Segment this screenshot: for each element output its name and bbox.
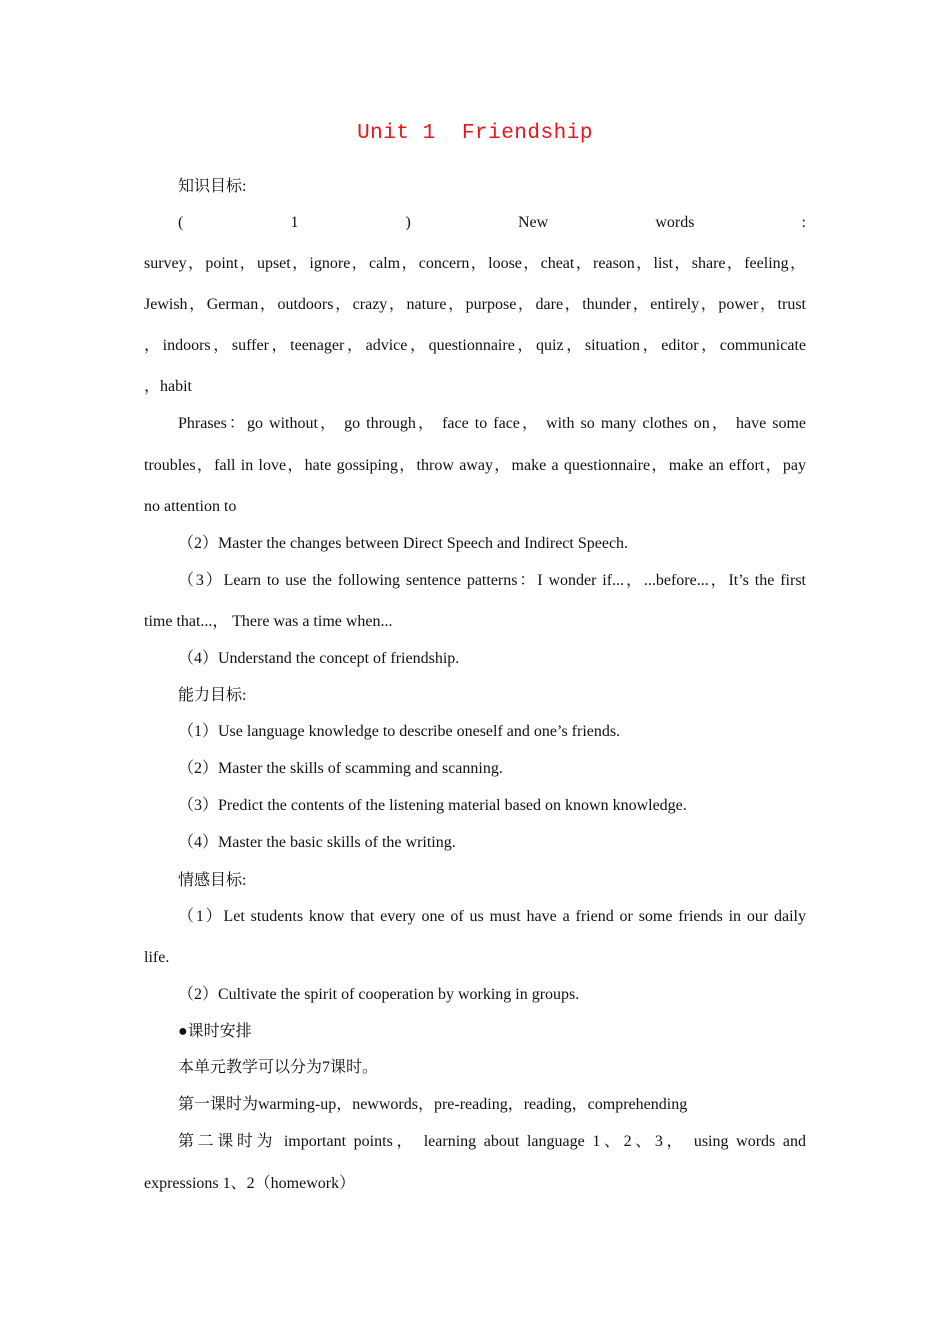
- new-words-label-part: :: [801, 214, 806, 231]
- lesson-item: 第一课时为warming-up，newwords，pre-reading，reading，comprehending: [178, 1096, 688, 1113]
- ability-goal-item: （3）Predict the contents of the listening material based on known knowledge.: [178, 797, 687, 814]
- word-list-line: survey，point，upset，ignore，calm，concern，loose，cheat，reason，list，share，feeling，: [144, 255, 806, 272]
- lesson-item: expressions 1、2（homework）: [144, 1175, 356, 1192]
- word-list-line: ，habit: [144, 378, 192, 395]
- word-list-line: Jewish，German，outdoors，crazy，nature，purpose，dare，thunder，entirely，power，trust: [144, 296, 806, 313]
- ability-goals-heading: 能力目标:: [178, 687, 247, 704]
- word-list-line: ，indoors，suffer，teenager，advice，questionnaire，quiz，situation，editor，communicate: [144, 337, 806, 354]
- knowledge-goal-item: （3）Learn to use the following sentence patterns：I wonder if...，...before...，It’s the first: [178, 572, 806, 589]
- schedule-heading: ●课时安排: [178, 1023, 252, 1040]
- new-words-label-part: words: [655, 214, 695, 231]
- phrases-line: no attention to: [144, 498, 237, 515]
- new-words-label-part: ): [405, 214, 411, 231]
- emotion-goal-item: life.: [144, 949, 170, 966]
- ability-goal-item: （1）Use language knowledge to describe oneself and one’s friends.: [178, 723, 621, 740]
- lesson-item: 第二课时为 important points， learning about language 1、2、3， using words and: [178, 1133, 806, 1150]
- schedule-intro: 本单元教学可以分为7课时。: [178, 1059, 379, 1076]
- knowledge-goal-item: （2）Master the changes between Direct Speech and Indirect Speech.: [178, 535, 629, 552]
- phrases-line: Phrases：go without， go through， face to face， with so many clothes on， have some: [178, 415, 806, 432]
- page-title: Unit 1 Friendship: [357, 122, 593, 145]
- emotion-goals-heading: 情感目标:: [178, 872, 247, 889]
- emotion-goal-item: （2）Cultivate the spirit of cooperation by working in groups.: [178, 986, 580, 1003]
- ability-goal-item: （2）Master the skills of scamming and scanning.: [178, 760, 503, 777]
- new-words-label-part: (: [178, 214, 184, 231]
- knowledge-goal-item: （4）Understand the concept of friendship.: [178, 650, 460, 667]
- new-words-label: [178, 212, 806, 234]
- ability-goal-item: （4）Master the basic skills of the writing.: [178, 834, 456, 851]
- new-words-label-part: 1: [290, 214, 299, 231]
- phrases-line: troubles，fall in love，hate gossiping，throw away，make a questionnaire，make an effort，pay: [144, 457, 806, 474]
- knowledge-goal-item: time that...， There was a time when...: [144, 613, 393, 630]
- knowledge-goals-heading: 知识目标:: [178, 178, 247, 195]
- new-words-label-part: New: [517, 214, 549, 231]
- emotion-goal-item: （1）Let students know that every one of us must have a friend or some friends in our daily: [178, 908, 806, 925]
